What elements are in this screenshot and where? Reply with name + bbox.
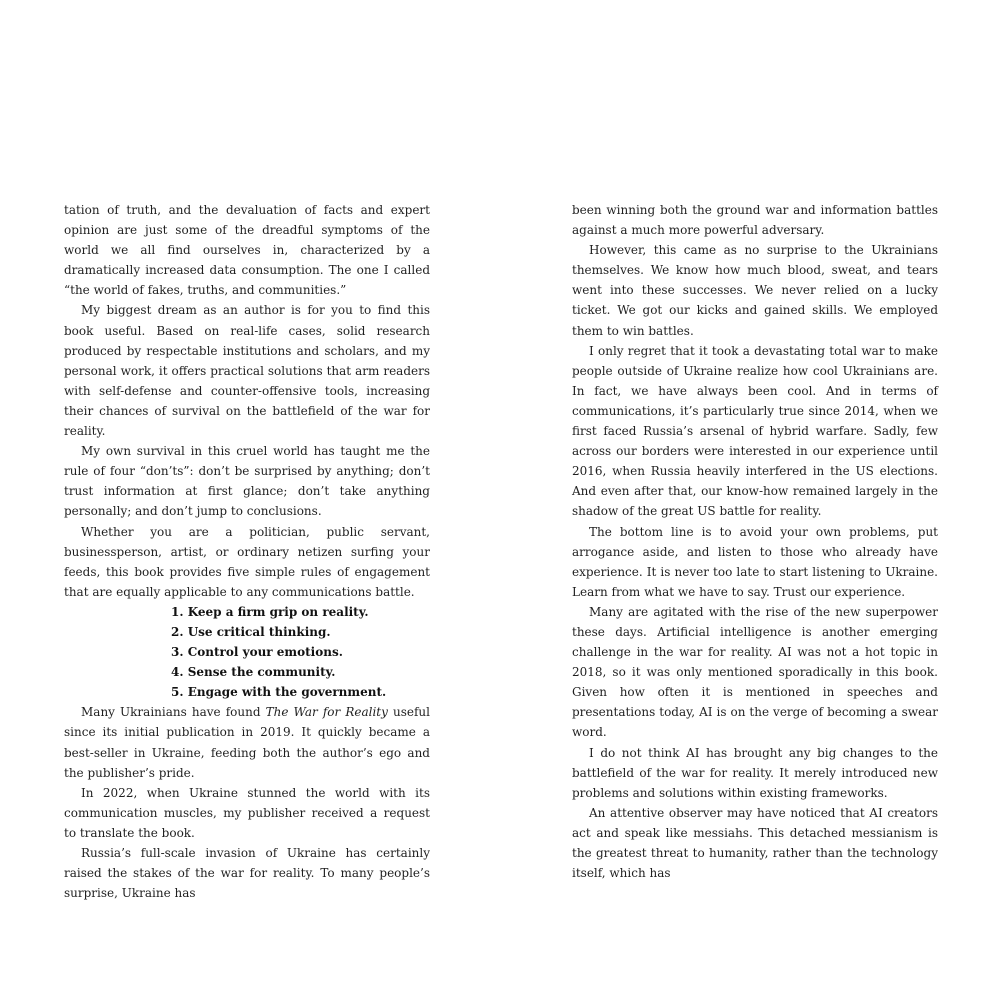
right-page (572, 200, 938, 883)
paragraph: I only regret that it took a devastating total war to make people outside of Ukraine realize how cool Ukrainians are. In fact, we have always been cool. And in terms of communications, it’s particularly true since 2014, when we first faced Russia’s arsenal of hybrid warfare. Sadly, few across our borders were interested in our experience until 2016, when Russia heavily interfered in the US elections. And even after that, our know-how remained largely in the shadow of the great US battle for reality. (572, 343, 938, 519)
left-page (64, 200, 430, 903)
paragraph: However, this came as no surprise to the Ukrainians themselves. We know how much blood, sweat, and tears went into these successes. We never relied on a lucky ticket. We got our kicks and gained skills. We employed them to win battles. (572, 243, 938, 338)
rule-item: 5. Engage with the government. (171, 685, 387, 700)
paragraph: The bottom line is to avoid your own problems, put arrogance aside, and listen to those who already have experience. It is never too late to start listening to Ukraine. Learn from what we have to say. Trust our experience. (572, 524, 938, 599)
paragraph: tation of truth, and the devaluation of facts and expert opinion are just some of the dreadful symptoms of the world we all find ourselves in, characterized by a dramatically increased data consumption. The one I called “the world of fakes, truths, and communities.” (64, 203, 430, 298)
paragraph: been winning both the ground war and information battles against a much more powerful adversary. (572, 203, 938, 238)
paragraph: Whether you are a politician, public servant, businessperson, artist, or ordinary netizen surfing your feeds, this book provides five simple rules of engagement that are equally applicable to any communications battle. (64, 524, 430, 599)
paragraph: I do not think AI has brought any big changes to the battlefield of the war for reality. It merely introduced new problems and solutions within existing frameworks. (572, 745, 938, 800)
paragraph: An attentive observer may have noticed that AI creators act and speak like messiahs. This detached messianism is the greatest threat to humanity, rather than the technology itself, which has (572, 805, 938, 881)
book-title: The War for Reality (265, 705, 388, 720)
rule-item: 1. Keep a firm grip on reality. (171, 604, 369, 619)
paragraph-text: useful since its initial publication in 2019. It quickly became a best-seller in Ukraine, feeding both the author’s ego and the publisher’s pride. (64, 705, 430, 780)
paragraph: My own survival in this cruel world has taught me the rule of four “don’ts”: don’t be surprised by anything; don’t trust information at first glance; don’t take anything personally; and don’t jump to conclusions. (64, 444, 430, 519)
paragraph: In 2022, when Ukraine stunned the world with its communication muscles, my publisher received a request to translate the book. (64, 785, 430, 840)
rules-list (64, 602, 430, 702)
paragraph (64, 702, 430, 782)
rule-item: 3. Control your emotions. (171, 645, 343, 660)
rule-item: 2. Use critical thinking. (171, 624, 331, 639)
rule-item: 4. Sense the community. (171, 665, 336, 680)
paragraph-text: Many Ukrainians have found (81, 705, 266, 720)
paragraph: My biggest dream as an author is for you to find this book useful. Based on real-life cases, solid research produced by respectable institutions and scholars, and my personal work, it offers practical solutions that arm readers with self-defense and counter-offensive tools, increasing their chances of survival on the battlefield of the war for reality. (64, 303, 430, 439)
paragraph: Russia’s full-scale invasion of Ukraine has certainly raised the stakes of the war for reality. To many people’s surprise, Ukraine has (64, 846, 430, 901)
paragraph: Many are agitated with the rise of the new superpower these days. Artificial intelligence is another emerging challenge in the war for reality. AI was not a hot topic in 2018, so it was only mentioned sporadically in this book. Given how often it is mentioned in speeches and presentations today, AI is on the verge of becoming a swear word. (572, 604, 938, 740)
